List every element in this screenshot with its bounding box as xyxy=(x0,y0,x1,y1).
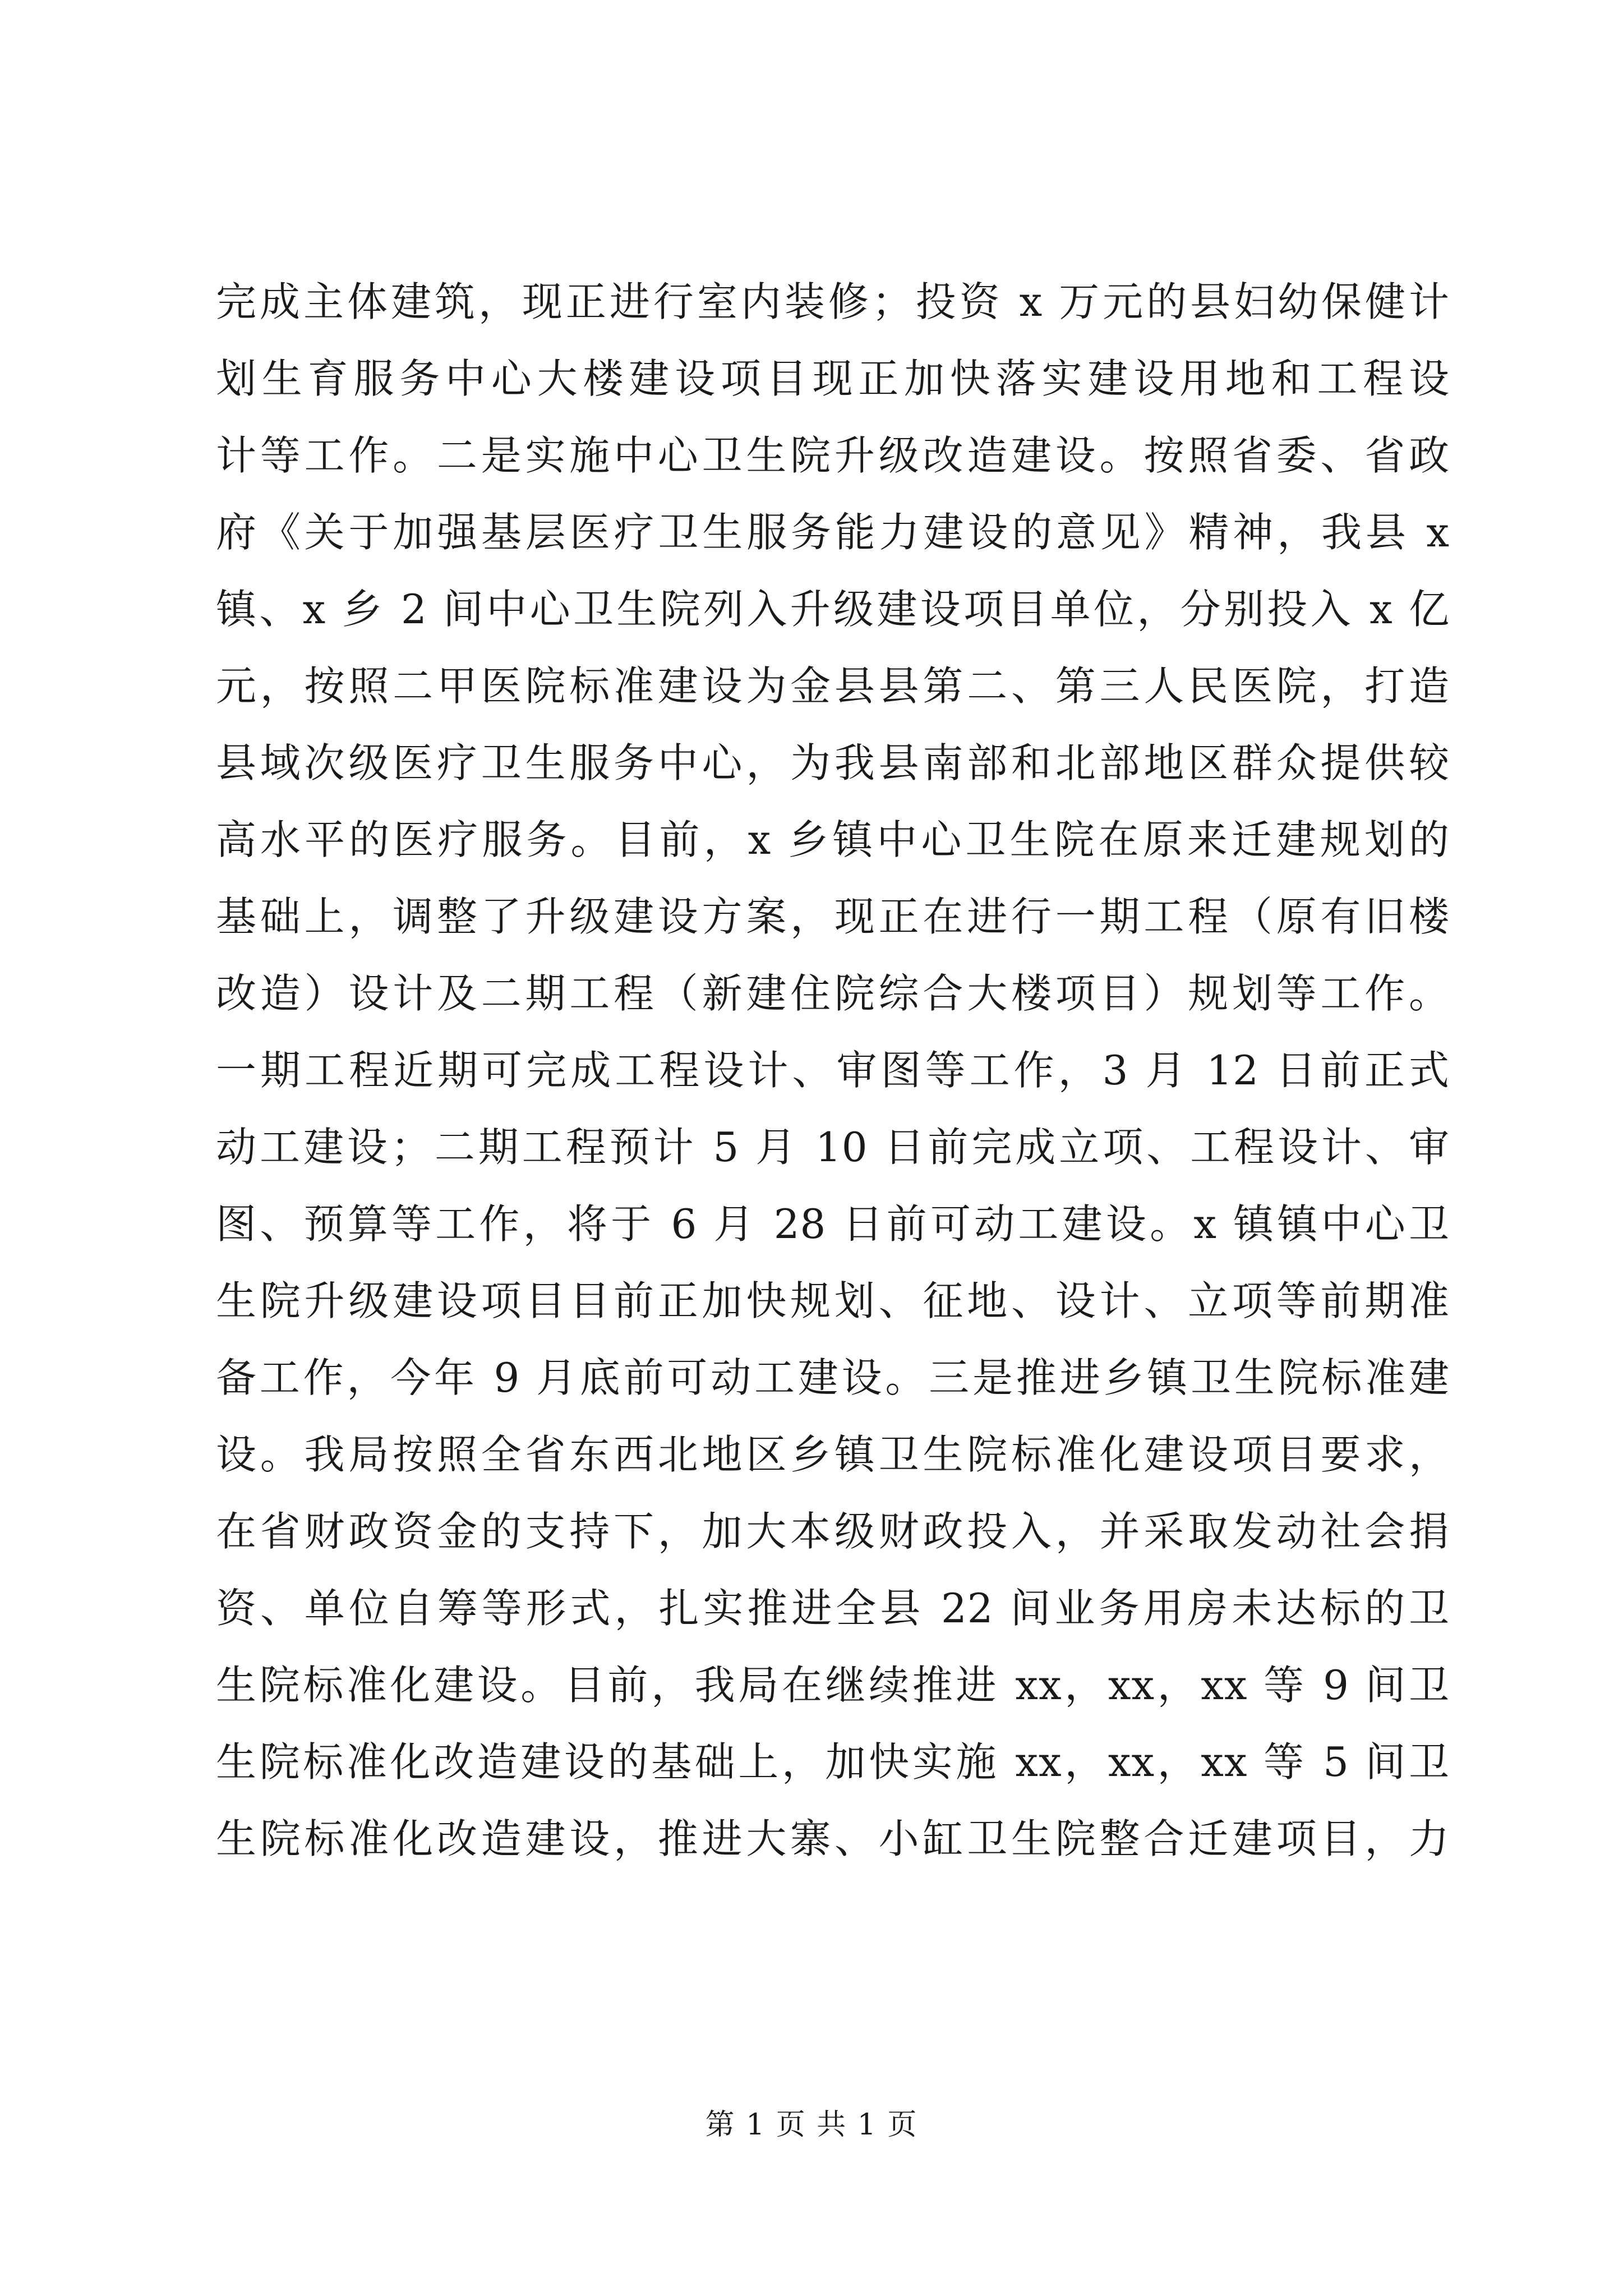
text-line: 资、单位自筹等形式，扎实推进全县 22 间业务用房未达标的卫 xyxy=(216,1585,1450,1632)
text-line: 备工作，今年 9 月底前可动工建设。三是推进乡镇卫生院标准建 xyxy=(216,1354,1450,1401)
text-line: 计等工作。二是实施中心卫生院升级改造建设。按照省委、省政 xyxy=(216,432,1450,479)
text-line: 县域次级医疗卫生服务中心，为我县南部和北部地区群众提供较 xyxy=(216,739,1450,786)
page-footer: 第 1 页 共 1 页 xyxy=(705,2108,918,2142)
text-line: 完成主体建筑，现正进行室内装修；投资 x 万元的县妇幼保健计 xyxy=(216,278,1450,325)
text-line: 动工建设；二期工程预计 5 月 10 日前完成立项、工程设计、审 xyxy=(216,1124,1450,1171)
text-line: 设。我局按照全省东西北地区乡镇卫生院标准化建设项目要求， xyxy=(216,1431,1450,1478)
text-line: 图、预算等工作，将于 6 月 28 日前可动工建设。x 镇镇中心卫 xyxy=(216,1200,1450,1248)
text-line: 一期工程近期可完成工程设计、审图等工作，3 月 12 日前正式 xyxy=(216,1047,1450,1094)
body-text xyxy=(216,264,1450,1878)
text-line: 划生育服务中心大楼建设项目现正加快落实建设用地和工程设 xyxy=(216,355,1450,402)
text-line: 改造）设计及二期工程（新建住院综合大楼项目）规划等工作。 xyxy=(216,970,1450,1017)
text-line: 生院标准化改造建设的基础上，加快实施 xx，xx，xx 等 5 间卫 xyxy=(216,1738,1450,1786)
text-line: 生院标准化建设。目前，我局在继续推进 xx，xx，xx 等 9 间卫 xyxy=(216,1662,1450,1709)
text-line: 生院标准化改造建设，推进大寨、小缸卫生院整合迁建项目，力 xyxy=(216,1815,1450,1862)
text-line: 生院升级建设项目目前正加快规划、征地、设计、立项等前期准 xyxy=(216,1277,1450,1324)
text-line: 基础上，调整了升级建设方案，现正在进行一期工程（原有旧楼 xyxy=(216,893,1450,940)
text-line: 府《关于加强基层医疗卫生服务能力建设的意见》精神，我县 x xyxy=(216,509,1450,556)
text-line: 镇、x 乡 2 间中心卫生院列入升级建设项目单位，分别投入 x 亿 xyxy=(216,586,1450,633)
text-line: 在省财政资金的支持下，加大本级财政投入，并采取发动社会捐 xyxy=(216,1508,1450,1555)
text-line: 元，按照二甲医院标准建设为金县县第二、第三人民医院，打造 xyxy=(216,662,1450,710)
text-line: 高水平的医疗服务。目前，x 乡镇中心卫生院在原来迁建规划的 xyxy=(216,816,1450,863)
